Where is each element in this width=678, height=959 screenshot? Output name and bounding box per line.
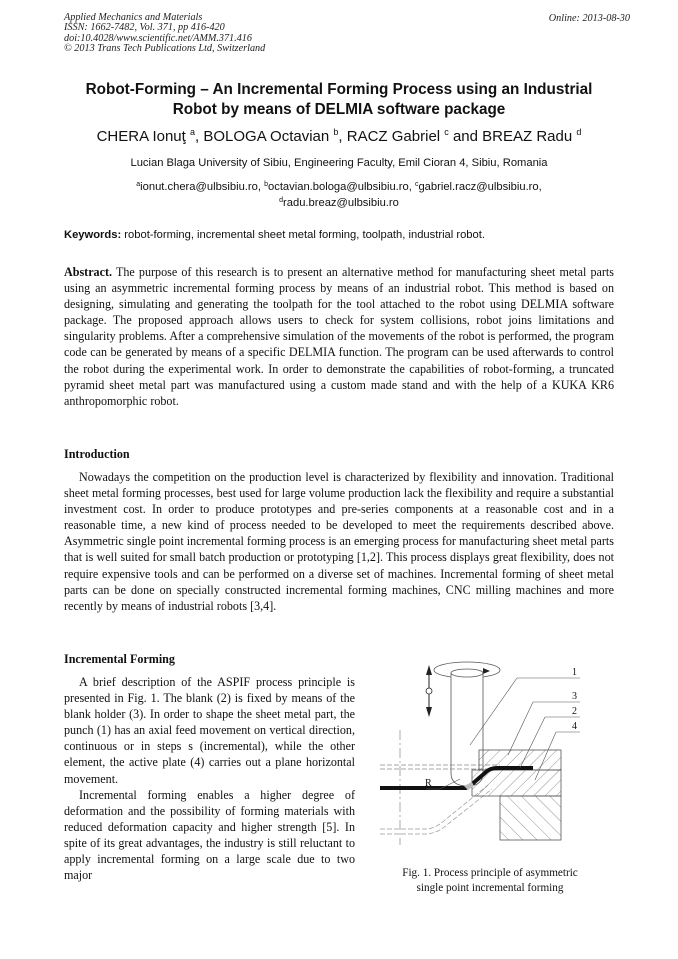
title-line-1: Robot-Forming – An Incremental Forming Process using an Industrial bbox=[85, 81, 593, 98]
doi: doi:10.4028/www.scientific.net/AMM.371.416 bbox=[64, 32, 252, 44]
paper-title bbox=[40, 80, 638, 120]
author: BOLOGA Octavian $^b$, bbox=[203, 127, 347, 145]
label-punch: 1 bbox=[572, 667, 577, 678]
introduction-text: Nowadays the competition on the production level is characterized by flexibility and innovation. Traditional sheet metal forming processes, best used for large volume production lack the flexibility and require a substantial investment cost. In order to produce prototypes and pre-series components at a reasonable cost and in a reasonable time, a new kind of process needed to be developed to meet the requirements described above. Asymmetric single point incremental forming process is an emerging process for manufacturing sheet metal parts that is well suited for small batch production or prototyping [1,2]. This process displays great flexibility, does not require expensive tools and can be performed on a diverse set of machines. Incremental forming of sheet metal parts can be done on specially constructed incremental forming machines, CNC milling machines and more recently by means of industrial robots [3,4]. bbox=[64, 470, 614, 613]
aspif-diagram bbox=[380, 655, 620, 845]
email: gabriel.racz@ulbsibiu.ro bbox=[418, 181, 539, 193]
affiliation: Lucian Blaga University of Sibiu, Engineering Faculty, Emil Cioran 4, Sibiu, Romania bbox=[130, 157, 548, 169]
online-date: Online: 2013-08-30 bbox=[548, 13, 630, 24]
label-blank: 2 bbox=[572, 706, 577, 717]
label-holder: 3 bbox=[572, 691, 577, 702]
paragraph: A brief description of the ASPIF process principle is presented in Fig. 1. The blank (2) is fixed by means of the blank holder (3). In order to shape the sheet metal part, the punch (1) has an axial feed movement on vertical direction, continuous or in steps s (incremental), while the other element, the active plate (4) carries out a plane horizontal movement. bbox=[64, 675, 355, 786]
incremental-forming-body bbox=[64, 674, 355, 883]
author: BREAZ Radu $^d$ bbox=[482, 127, 582, 145]
copyright: © 2013 Trans Tech Publications Ltd, Switzerland bbox=[64, 43, 266, 55]
author: RACZ Gabriel $^c$ and bbox=[346, 127, 483, 145]
journal-name: Applied Mechanics and Materials bbox=[64, 12, 203, 23]
figure-caption: Fig. 1. Process principle of asymmetric single point incremental forming bbox=[402, 867, 578, 894]
figure-1 bbox=[380, 655, 620, 845]
abstract-label: Abstract. bbox=[64, 265, 113, 279]
abstract bbox=[64, 264, 614, 409]
keywords-label: Keywords: bbox=[64, 229, 122, 241]
paragraph: Incremental forming enables a higher degree of deformation and the possibility of forming materials with reduced deformation capacity and higher strength [5]. In spite of its great advantages, the industry is still reluctant to apply incremental forming on a large scale due to two major bbox=[64, 787, 355, 883]
svg-text:R: R bbox=[425, 778, 432, 789]
vertical-motion-arrow-icon bbox=[426, 665, 432, 717]
title-line-2: Robot by means of DELMIA software package bbox=[172, 101, 506, 118]
label-plate: 4 bbox=[572, 721, 577, 732]
journal-header bbox=[64, 13, 265, 55]
keywords-text: robot-forming, incremental sheet metal forming, toolpath, industrial robot. bbox=[121, 229, 485, 241]
issn: ISSN: 1662-7482, Vol. 371, pp 416-420 bbox=[64, 22, 225, 34]
email: ionut.chera@ulbsibiu.ro bbox=[140, 181, 258, 193]
email: radu.breaz@ulbsibiu.ro bbox=[283, 197, 399, 209]
author-emails: $^a$ionut.chera@ulbsibiu.ro, $^b$octavian.bologa@ulbsibiu.ro, $^c$gabriel.racz@ulbsibiu.ro, $^d$radu.breaz@ulbsibiu.ro bbox=[136, 181, 542, 209]
incremental-forming-heading: Incremental Forming bbox=[64, 652, 175, 666]
abstract-text: The purpose of this research is to present an alternative method for manufacturing sheet metal parts using an asymmetric incremental forming process by means of an industrial robot. This method is based on designing, simulating and generating the toolpath for the tool attached to the robot using DELMIA software package. The proposed approach allows users to check for system collisions, robot joins limitations and singularity problems. After a comprehensive simulation of the movements of the robot is performed, the program code can be generated by means of a specific DELMIA function. The program can be used afterwards to control the robot during the experimental work. In order to demonstrate the capabilities of robot-forming, a truncated pyramid sheet metal part was manufactured using a custom made stand and with the help of a KUKA KR6 anthropomorphic robot. bbox=[64, 265, 614, 408]
author: CHERA Ionuţ $^a$, bbox=[96, 127, 204, 145]
introduction-heading: Introduction bbox=[64, 447, 130, 461]
keywords bbox=[64, 229, 624, 241]
email: octavian.bologa@ulbsibiu.ro bbox=[268, 181, 409, 193]
author-list bbox=[30, 127, 648, 145]
